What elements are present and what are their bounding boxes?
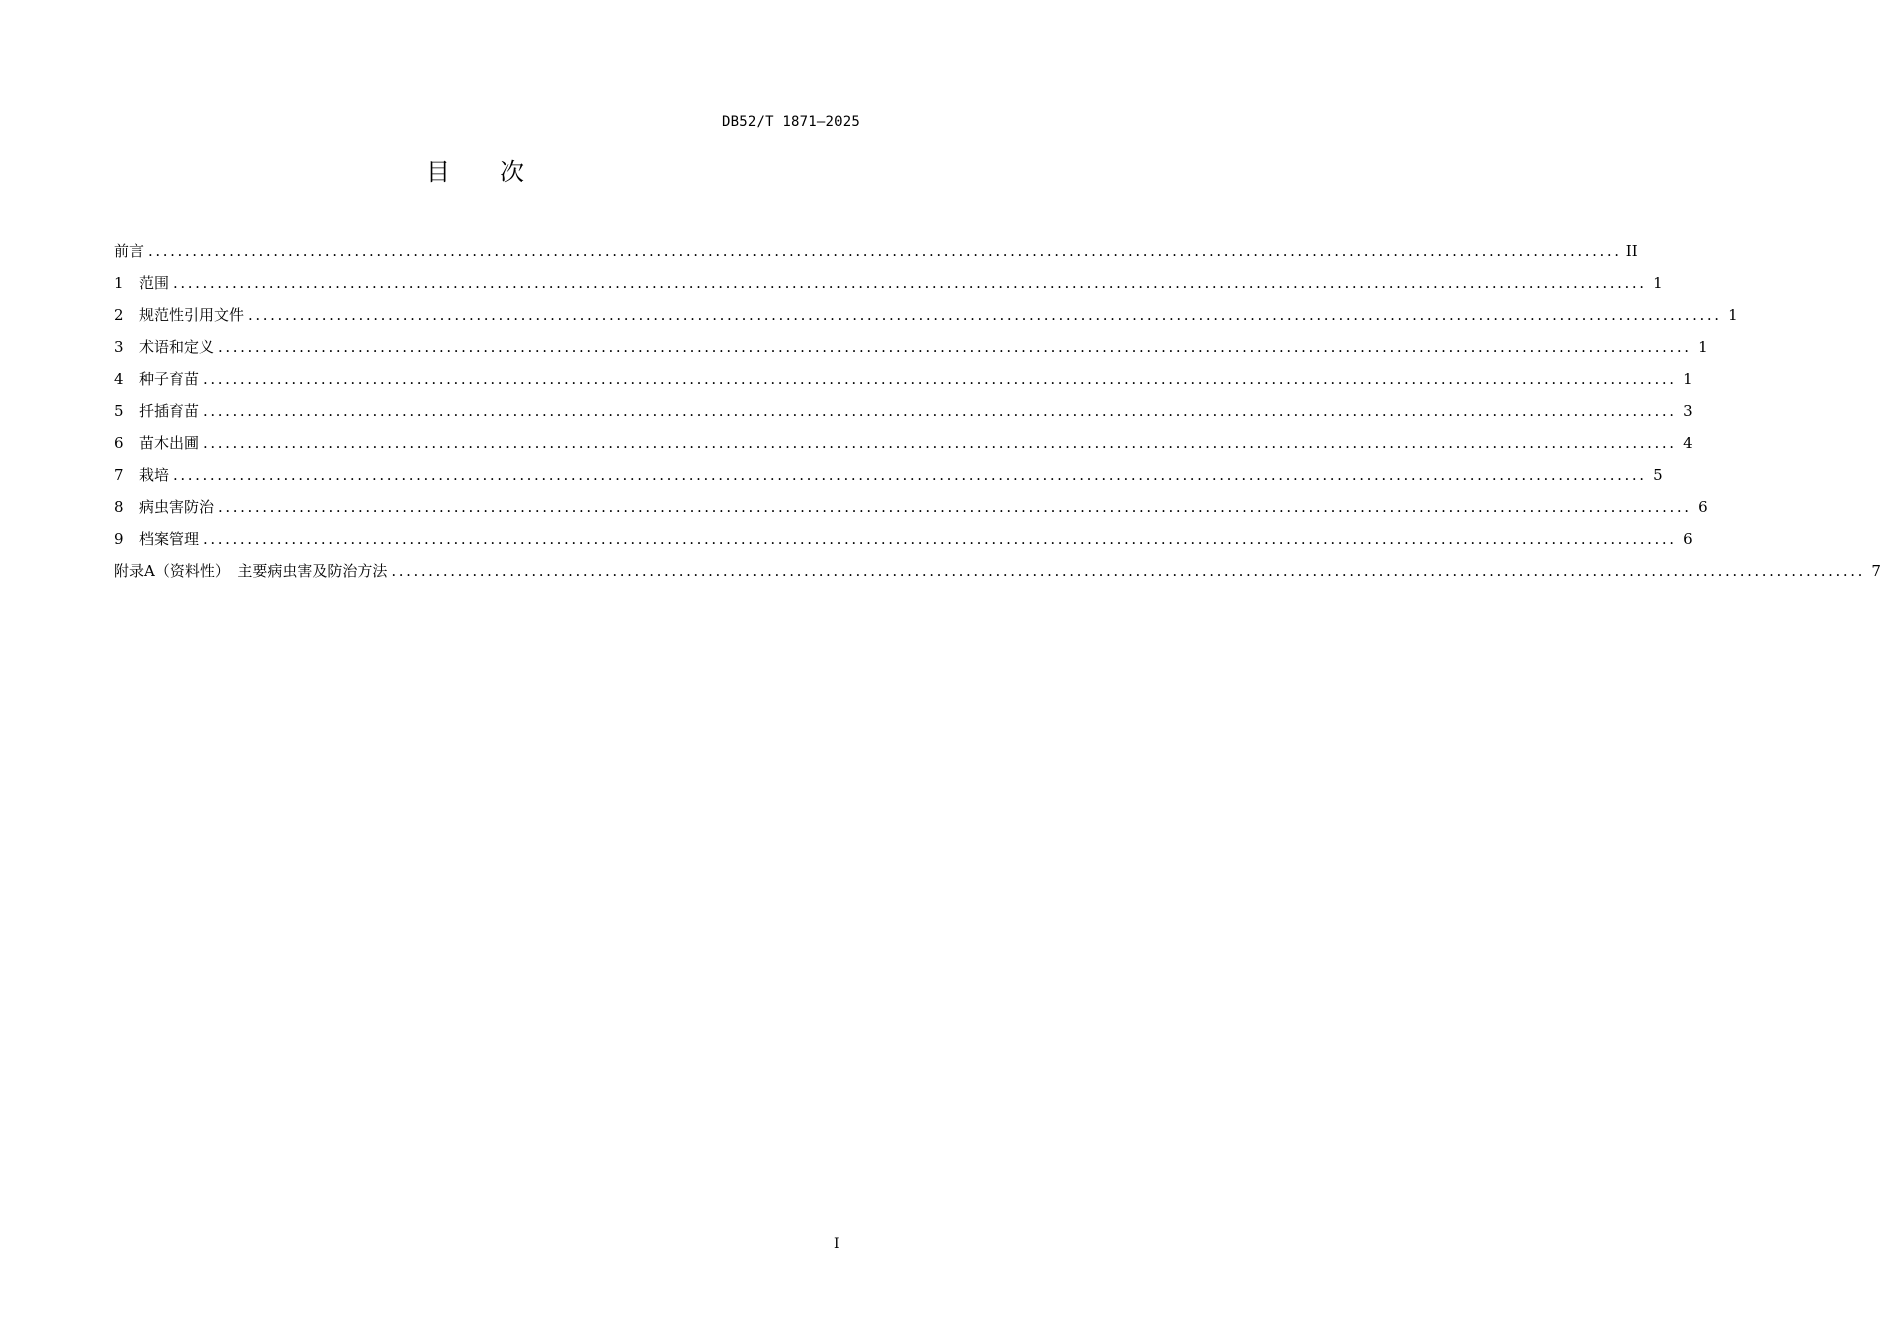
toc-entry-page: 7 (1871, 562, 1881, 580)
toc-entry-page: 6 (1698, 498, 1708, 516)
toc-entry-number: 1 (114, 274, 124, 292)
toc-entry[interactable] (114, 560, 1881, 592)
toc-leader-dots: ........................................................................................................................................................................................................ (248, 306, 1722, 324)
toc-entry-number: 5 (114, 402, 124, 420)
toc-entry[interactable] (114, 464, 1663, 496)
toc-leader-dots: ........................................................................................................................................................................................................ (218, 498, 1692, 516)
toc-entry-page: II (1625, 242, 1638, 260)
toc-leader-dots: ........................................................................................................................................................................................................ (218, 338, 1692, 356)
toc-entry-label: 扦插育苗 (139, 402, 200, 420)
toc-leader-dots: ........................................................................................................................................................................................................ (148, 242, 1622, 260)
toc-entry-label: 种子育苗 (139, 370, 200, 388)
document-code: DB52/T 1871—2025 (721, 114, 860, 130)
toc-entry[interactable] (114, 368, 1693, 400)
toc-entry[interactable] (114, 304, 1738, 336)
toc-entry[interactable] (114, 496, 1708, 528)
toc-entry-page: 1 (1728, 306, 1738, 324)
toc-entry-number: 4 (114, 370, 124, 388)
toc-entry-page: 6 (1683, 530, 1693, 548)
toc-entry[interactable] (114, 272, 1663, 304)
toc-leader-dots: ........................................................................................................................................................................................................ (203, 530, 1677, 548)
toc-entry-number: 6 (114, 434, 124, 452)
toc-entry-number: 3 (114, 338, 124, 356)
toc-entry-number: 2 (114, 306, 124, 324)
toc-entry-page: 4 (1683, 434, 1693, 452)
toc-entry-label: 术语和定义 (139, 338, 215, 356)
toc-entry-label: 档案管理 (139, 530, 200, 548)
toc-entry-page: 1 (1683, 370, 1693, 388)
toc-entry-page: 1 (1698, 338, 1708, 356)
toc-leader-dots: ........................................................................................................................................................................................................ (203, 434, 1677, 452)
toc-leader-dots: ........................................................................................................................................................................................................ (173, 274, 1647, 292)
page-title: 目次 (426, 158, 574, 186)
toc-entry-page: 3 (1683, 402, 1693, 420)
toc-leader-dots: ........................................................................................................................................................................................................ (203, 370, 1677, 388)
toc-entry-label: 规范性引用文件 (139, 306, 245, 324)
toc-entry-page: 1 (1653, 274, 1663, 292)
toc-entry-label: 病虫害防治 (139, 498, 215, 516)
toc-entry-label: 范围 (139, 274, 170, 292)
toc-entry-label: 前言 (114, 242, 145, 260)
toc-entry-label: 栽培 (139, 466, 170, 484)
toc-entry[interactable] (114, 240, 1638, 272)
toc-leader-dots: ........................................................................................................................................................................................................ (173, 466, 1647, 484)
toc-entry[interactable] (114, 432, 1693, 464)
toc-entry-page: 5 (1653, 466, 1663, 484)
toc-entry-label: 苗木出圃 (139, 434, 200, 452)
toc-entry-number: 8 (114, 498, 124, 516)
table-of-contents (114, 240, 1881, 592)
toc-entry-number: 7 (114, 466, 124, 484)
toc-entry[interactable] (114, 528, 1693, 560)
toc-leader-dots: ........................................................................................................................................................................................................ (391, 562, 1865, 580)
page-number: I (834, 1236, 840, 1252)
toc-leader-dots: ........................................................................................................................................................................................................ (203, 402, 1677, 420)
toc-entry[interactable] (114, 336, 1708, 368)
toc-entry-number: 9 (114, 530, 124, 548)
toc-entry-label: 附录A（资料性） 主要病虫害及防治方法 (114, 562, 388, 580)
toc-entry[interactable] (114, 400, 1693, 432)
